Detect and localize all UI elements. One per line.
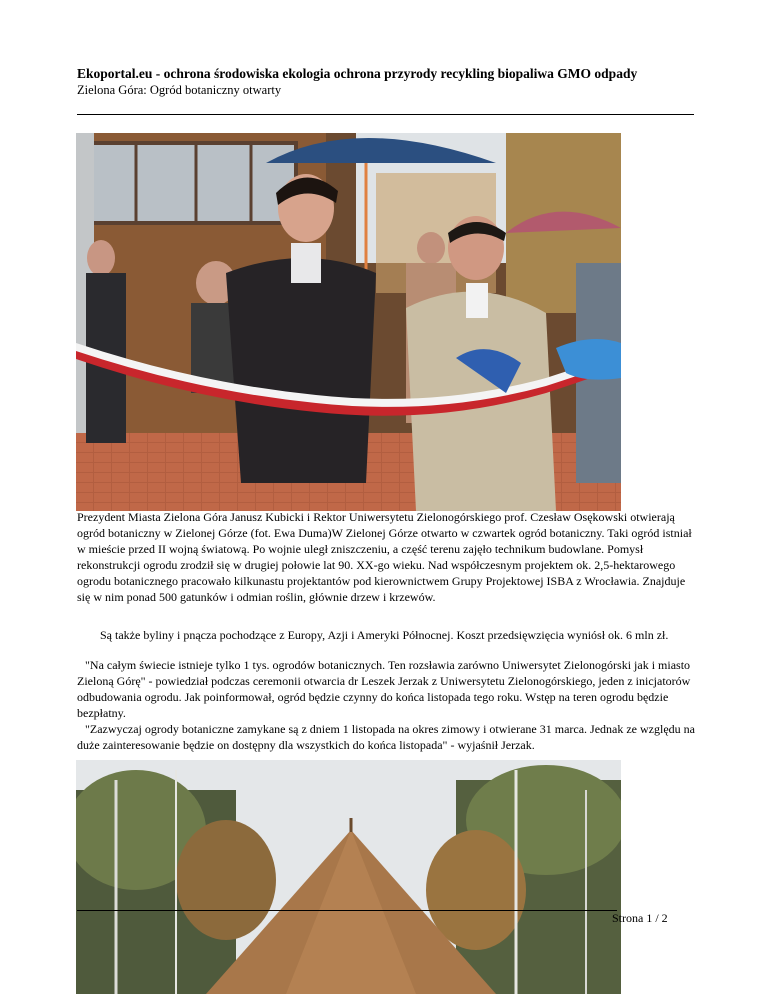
pavilion-photo — [76, 760, 621, 994]
article-paragraph-2: "Na całym świecie istnieje tylko 1 tys. ogrodów botanicznych. Ten rozsławia zarówno Uniwersytet Zielonogórski jak i miasto Zieloną Górę" - powiedział podczas ceremonii otwarcia dr Leszek Jerzak z Uniwersytetu Zielonogórskiego, jeden z inicjatorów odbudowania ogrodu. Jak poinformował, ogród będzie czynny do końca listopada tego roku. Wstęp na teren ogrodu będzie bezpłatny. — [77, 658, 691, 720]
site-title: Ekoportal.eu - ochrona środowiska ekologia ochrona przyrody recykling biopaliwa GMO odpady — [77, 66, 638, 81]
page-number: Strona 1 / 2 — [612, 911, 668, 925]
photo-caption-and-intro: Prezydent Miasta Zielona Góra Janusz Kubicki i Rektor Uniwersytetu Zielonogórskiego prof. Czesław Osękowski otwierają ogród botaniczny w Zielonej Górze (fot. Ewa Duma)W Zielonej Górze otwarto w czwartek ogród botaniczny. Taki ogród istniał w mieście przed II wojną światową. Po wojnie uległ zniszczeniu, a część terenu zajęło technikum budowlane. Pomysł rekonstrukcji ogrodu zrodził się w drugiej połowie lat 90. XX-go wieku. Nad współczesnym projektem ok. 2,5-hektarowego ogrodu botanicznego pracowało kilkunastu projektantów pod kierownictwem Grupy Projektowej ISBA z Wrocławia. Znajduje się w nim ponad 500 gatunków i odmian roślin, głównie drzew i krzewów. — [77, 510, 692, 604]
article-subtitle: Zielona Góra: Ogród botaniczny otwarty — [77, 83, 282, 97]
article-paragraph-1: Są także byliny i pnącza pochodzące z Europy, Azji i Ameryki Północnej. Koszt przedsięwzięcia wyniósł ok. 6 mln zł. — [100, 628, 669, 642]
article-paragraph-3: "Zazwyczaj ogrody botaniczne zamykane są z dniem 1 listopada na okres zimowy i otwierane 31 marca. Jednak ze względu na duże zainteresowanie będzie on dostępny dla wszystkich do końca listopada" - wyjaśnił Jerzak. — [77, 722, 695, 752]
header-divider — [77, 114, 694, 115]
footer-divider — [77, 910, 617, 911]
ribbon-cutting-photo — [76, 133, 621, 511]
